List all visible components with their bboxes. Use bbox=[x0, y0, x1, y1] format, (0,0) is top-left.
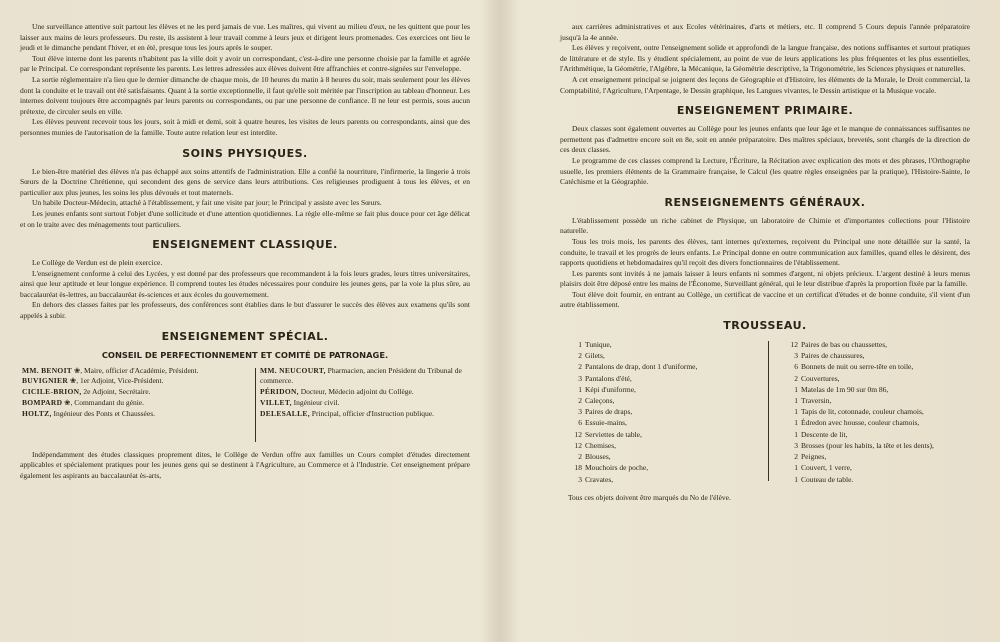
special-continued-paragraph: Les élèves y reçoivent, outre l'enseignement solide et approfondi de la langue française, des notions suffisantes et surtout pratiques de littérature et de style. Ils y étudient spécialement, au point de vue de leurs applications les plus fréquentes et les plus essentielles, l'Arithmétique, la Géométrie, l'Algèbre, la Mécanique, la Géométrie descriptive, la Trigonométrie, les Sciences physiques et naturelles. bbox=[560, 43, 970, 74]
trousseau-item: 1 Descente de lit, bbox=[794, 429, 848, 439]
trousseau-item: 2 Pantalons de drap, dont 1 d'uniforme, bbox=[578, 362, 698, 372]
committee-member: PÉRIDON, Docteur, Médecin adjoint du Collège. bbox=[260, 387, 414, 397]
section-heading-soins: SOINS PHYSIQUES. bbox=[182, 146, 308, 160]
committee-member: CICILE-BRION, 2e Adjoint, Secrétaire. bbox=[22, 387, 151, 397]
trousseau-footer: Tous ces objets doivent être marqués du No de l'élève. bbox=[568, 493, 731, 503]
generaux-paragraph: Tout élève doit fournir, en entrant au Collège, un certificat de vaccine et un certificat d'études et de bonne conduite, s'il vient d'un autre établissement. bbox=[560, 289, 970, 310]
primaire-paragraph: Le programme de ces classes comprend la Lecture, l'Écriture, la Récitation avec explication des mots et des phrases, l'Orthographe usuelle, les premiers éléments de la Grammaire française, le Calcul (les quatre règles enseignées par la pratique), l'Histoire-Sainte, le Catéchisme et la Géographie. bbox=[560, 155, 970, 187]
trousseau-item: 3 Paires de draps, bbox=[578, 407, 633, 417]
trousseau-item: 1 Édredon avec housse, couleur chamois, bbox=[794, 418, 920, 428]
trousseau-item: 12 Paires de bas ou chaussettes, bbox=[790, 340, 888, 350]
special-continued-paragraph: aux carrières administratives et aux Ecoles vétérinaires, d'arts et métiers, etc. Il comprend 5 Cours depuis l'année préparatoire jusqu'à la 4e année. bbox=[560, 22, 970, 42]
trousseau-item: 2 Gilets, bbox=[578, 351, 605, 361]
trousseau-item: 12 Serviettes de table, bbox=[574, 429, 642, 439]
trousseau-column-right bbox=[776, 339, 976, 485]
committee-member: DELESALLE, Principal, officier d'Instruction publique. bbox=[260, 408, 435, 418]
intro-paragraph: Les élèves peuvent recevoir tous les jours, soit à midi et demi, soit à quatre heures, les visites de leurs parents ou correspondants, ainsi que des personnes munies de l'autorisation de la famille. Toute autre relation leur est interdite. bbox=[20, 117, 470, 137]
trousseau-item: 2 Couvertures, bbox=[794, 373, 840, 383]
soins-paragraph: Un habile Docteur-Médecin, attaché à l'établissement, y fait une visite par jour; le Principal y assiste avec les Sœurs. bbox=[32, 198, 382, 208]
special-continued-paragraph: A cet enseignement principal se joignent des leçons de Géographie et d'Histoire, les éléments de la Morale, le Droit commercial, la Comptabilité, l'Agriculture, l'Arpentage, le Dessin graphique, les Langues vivantes, le Dessin artistique et la Musique vocale. bbox=[560, 74, 970, 95]
trousseau-item: 1 Traversin, bbox=[794, 396, 832, 406]
committee-member: HOLTZ, Ingénieur des Ponts et Chaussées. bbox=[22, 408, 155, 418]
soins-paragraph: Les jeunes enfants sont surtout l'objet d'une sollicitude et d'une attention quotidiennes. La règle elle-même se fait plus douce pour cet âge délicat et on le traite avec des ménagements tout particuliers. bbox=[20, 208, 470, 229]
committee-list bbox=[20, 366, 470, 448]
committee-member: BOMPARD ❀, Commandant du génie. bbox=[22, 398, 144, 408]
committee-column-right bbox=[260, 366, 468, 420]
trousseau-item: 6 Bonnets de nuit ou serre-tête en toile, bbox=[794, 362, 914, 372]
section-heading-special: ENSEIGNEMENT SPÉCIAL. bbox=[161, 329, 329, 343]
generaux-paragraph: L'établissement possède un riche cabinet de Physique, un laboratoire de Chimie et d'importantes collections pour l'Histoire naturelle. bbox=[560, 215, 970, 236]
right-page bbox=[560, 22, 970, 502]
primaire-paragraph: Deux classes sont également ouvertes au Collège pour les jeunes enfants que leur âge et le manque de connaissances suffisantes ne permettent pas d'admettre encore soit en 8e, soit en année préparatoire. Des maîtres spéciaux, brevetés, sont chargés de la direction de ces deux classes. bbox=[560, 124, 970, 155]
committee-subheading: CONSEIL DE PERFECTIONNEMENT ET COMITÉ DE PATRONAGE. bbox=[101, 349, 389, 360]
trousseau-item: 1 Couteau de table. bbox=[794, 474, 854, 484]
intro-paragraph: La sortie réglementaire n'a lieu que le dernier dimanche de chaque mois, de 10 heures du matin à 8 heures du soir, mais seulement pour les élèves dont la conduite et le travail ont été satisfaisants. Quant à la sortie exceptionnelle, il faut qu'elle soit méritée par l'inscription au tableau d'honneur. Les internes doivent toujours être accompagnés par leurs parents ou correspondants, ou par une personne de confiance. Il ne leur est permis, sous aucun prétexte, de circuler seuls en ville. bbox=[20, 74, 470, 116]
trousseau-item: 3 Pantalons d'été, bbox=[578, 373, 632, 383]
left-page bbox=[20, 22, 470, 481]
trousseau-item: 1 Képi d'uniforme, bbox=[578, 384, 636, 394]
trousseau-item: 3 Brosses (pour les habits, la tête et les dents), bbox=[794, 440, 934, 450]
trousseau-list bbox=[560, 339, 970, 489]
section-heading-generaux: RENSEIGNEMENTS GÉNÉRAUX. bbox=[664, 195, 866, 209]
section-heading-classique: ENSEIGNEMENT CLASSIQUE. bbox=[152, 238, 338, 252]
committee-member: VILLET, Ingénieur civil. bbox=[260, 398, 340, 408]
intro-paragraph: Tout élève interne dont les parents n'habitent pas la ville doit y avoir un correspondant, c'est-à-dire une personne choisie par la famille et agréée par le Principal. Ce correspondant représente les parents. Les lettres adressées aux élèves doivent être affranchies et contre-signées sur l'enveloppe. bbox=[20, 53, 470, 74]
trousseau-item: 3 Paires de chaussures, bbox=[794, 351, 865, 361]
generaux-paragraph: Les parents sont invités à ne jamais laisser à leurs enfants ni sommes d'argent, ni objets précieux. L'argent destiné à leurs menus plaisirs doit être déposé entre les mains de l'Économe, Surveillant général, qui le leur distribue d'après la proportion fixée par la famille. bbox=[560, 268, 970, 289]
committee-column-left bbox=[22, 366, 247, 420]
section-heading-primaire: ENSEIGNEMENT PRIMAIRE. bbox=[676, 104, 854, 118]
classique-paragraph: Le Collège de Verdun est de plein exercice. bbox=[32, 258, 163, 268]
section-heading-trousseau: TROUSSEAU. bbox=[723, 319, 807, 333]
generaux-paragraph: Tous les trois mois, les parents des élèves, tant internes qu'externes, reçoivent du Principal une note détaillée sur la santé, la conduite, le travail et les progrès de leurs enfants. Le Principal donne en outre communication aux familles, quand elles le désirent, des rapports quotidiens et hebdomadaires qu'il reçoit des divers fonctionnaires de l'établissement. bbox=[560, 236, 970, 268]
column-divider bbox=[255, 368, 256, 442]
trousseau-item: 1 Tapis de lit, cotonnade, couleur chamois, bbox=[794, 407, 924, 417]
soins-paragraph: Le bien-être matériel des élèves n'a pas échappé aux soins attentifs de l'administration. Elle a confié la nourriture, l'infirmerie, la lingerie à trois Sœurs de la Doctrine Chrétienne, qui secondent des gens de service dans leurs attributions. Ces religieuses prodiguent à tous les élèves, et en particulier aux plus jeunes, les soins les plus dévoués et tout maternels. bbox=[20, 166, 470, 197]
trousseau-item: 18 Mouchoirs de poche, bbox=[574, 463, 649, 473]
classique-paragraph: L'enseignement conforme à celui des Lycées, y est donné par des professeurs que recommandent à la fois leurs grades, leurs titres universitaires, ainsi que leur aptitude et leur longue expérience. Il comprend toutes les études nécessaires pour conduire les jeunes gens, par la voie la plus sûre, au baccalauréat ès-lettres, au baccalauréat ès-sciences et aux écoles du gouvernement. bbox=[20, 268, 470, 299]
trousseau-item: 3 Cravates, bbox=[578, 474, 614, 484]
trousseau-item: 1 Tunique, bbox=[578, 340, 612, 350]
trousseau-item: 2 Blouses, bbox=[578, 452, 611, 462]
committee-member: MM. NEUCOURT, Pharmacien, ancien Président du Tribunal de commerce. bbox=[260, 365, 462, 386]
trousseau-item: 6 Essuie-mains, bbox=[578, 418, 627, 428]
intro-paragraph: Une surveillance attentive suit partout les élèves et ne les perd jamais de vue. Les maîtres, qui vivent au milieu d'eux, ne les quittent que pour les laisser aux mains de leurs professeurs. Du reste, ils assistent à leur travail comme à leurs jeux et dirigent leurs promenades. Ces exercices ont lieu le jeudi et le dimanche pendant l'hiver, et en été, presque tous les jours après le souper. bbox=[20, 22, 470, 53]
trousseau-item: 1 Couvert, 1 verre, bbox=[794, 463, 852, 473]
trousseau-item: 2 Peignes, bbox=[794, 452, 827, 462]
classique-paragraph: En dehors des classes faites par les professeurs, des conférences sont établies dans le but d'assurer le succès des élèves aux examens qu'ils sont appelés à subir. bbox=[20, 300, 470, 321]
committee-member: BUVIGNIER ❀, 1er Adjoint, Vice-Président. bbox=[22, 376, 164, 386]
trousseau-item: 1 Matelas de 1m 90 sur 0m 86, bbox=[794, 384, 889, 394]
trousseau-column-left bbox=[560, 339, 760, 485]
trousseau-item: 12 Chemises, bbox=[574, 440, 617, 450]
committee-member: MM. BENOIT ❀, Maire, officier d'Académie, Président. bbox=[22, 365, 199, 375]
trousseau-item: 2 Caleçons, bbox=[578, 396, 615, 406]
special-paragraph: Indépendamment des études classiques proprement dites, le Collège de Verdun offre aux familles un Cours complet d'études directement applicables et spécialement pratiques pour les jeunes gens qui se destinent à l'Agriculture, au Commerce et à l'Industrie. Cet enseignement prépare également les aspirants au baccalauréat ès-arts, bbox=[20, 449, 470, 480]
column-divider bbox=[768, 341, 769, 481]
